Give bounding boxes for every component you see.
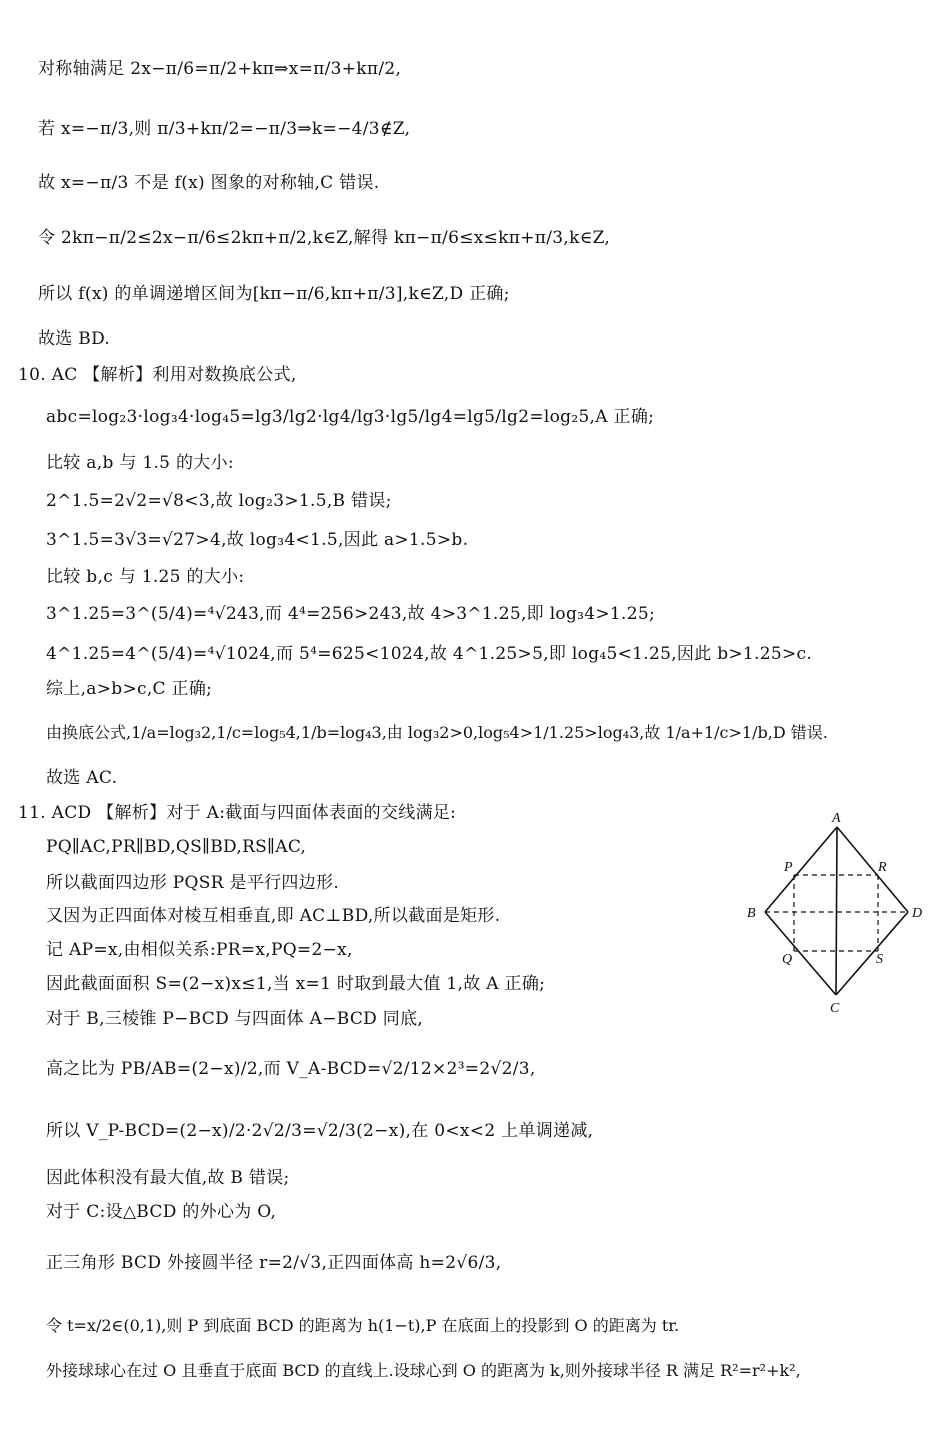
- edge-ac: [836, 827, 837, 995]
- text-line: 故 x=−π/3 不是 f(x) 图象的对称轴,C 错误.: [38, 173, 380, 193]
- text-line: 又因为正四面体对棱互相垂直,即 AC⊥BD,所以截面是矩形.: [46, 906, 501, 926]
- text-line: 正三角形 BCD 外接圆半径 r=2/√3,正四面体高 h=2√6/3,: [46, 1253, 502, 1273]
- text-line: 记 AP=x,由相似关系:PR=x,PQ=2−x,: [46, 940, 353, 960]
- tetrahedron-section-diagram: [740, 805, 940, 1025]
- text-line: 3^1.5=3√3=√27>4,故 log₃4<1.5,因此 a>1.5>b.: [46, 530, 469, 550]
- text-line: abc=log₂3·log₃4·log₄5=lg3/lg2·lg4/lg3·lg5/lg4=lg5/lg2=log₂5,A 正确;: [46, 407, 655, 427]
- text-line: 所以 f(x) 的单调递增区间为[kπ−π/6,kπ+π/3],k∈Z,D 正确;: [38, 284, 510, 304]
- label-c: C: [830, 1001, 840, 1016]
- text-line: 所以截面四边形 PQSR 是平行四边形.: [46, 873, 340, 893]
- text-line: 3^1.25=3^(5/4)=⁴√243,而 4⁴=256>243,故 4>3^1.25,即 log₃4>1.25;: [46, 604, 655, 624]
- text-line: 对于 B,三棱锥 P−BCD 与四面体 A−BCD 同底,: [46, 1009, 424, 1029]
- label-r: R: [878, 860, 887, 875]
- edge-cd: [836, 912, 908, 995]
- label-d: D: [912, 906, 923, 921]
- text-line: 对于 C:设△BCD 的外心为 O,: [46, 1202, 277, 1222]
- text-line: 所以 V_P-BCD=(2−x)/2·2√2/3=√2/3(2−x),在 0<x<2 上单调递减,: [46, 1121, 594, 1141]
- text-line: PQ∥AC,PR∥BD,QS∥BD,RS∥AC,: [46, 837, 307, 857]
- label-b: B: [747, 906, 756, 921]
- text-line: 比较 b,c 与 1.25 的大小:: [46, 567, 245, 587]
- label-q: Q: [782, 952, 793, 967]
- text-line: 2^1.5=2√2=√8<3,故 log₂3>1.5,B 错误;: [46, 491, 392, 511]
- text-line: 令 2kπ−π/2≤2x−π/6≤2kπ+π/2,k∈Z,解得 kπ−π/6≤x≤kπ+π/3,k∈Z,: [38, 228, 611, 248]
- text-line: 故选 BD.: [38, 329, 111, 349]
- label-a: A: [832, 811, 841, 826]
- text-line: 因此截面面积 S=(2−x)x≤1,当 x=1 时取到最大值 1,故 A 正确;: [46, 974, 546, 994]
- text-line: 因此体积没有最大值,故 B 错误;: [46, 1168, 290, 1188]
- label-s: S: [876, 952, 883, 967]
- label-p: P: [784, 860, 793, 875]
- text-line: 比较 a,b 与 1.5 的大小:: [46, 453, 234, 473]
- text-line: 若 x=−π/3,则 π/3+kπ/2=−π/3⇒k=−4/3∉Z,: [38, 119, 411, 139]
- edge-ad: [837, 827, 908, 912]
- text-line: 外接球球心在过 O 且垂直于底面 BCD 的直线上.设球心到 O 的距离为 k,则外接球半径 R 满足 R²=r²+k²,: [46, 1361, 801, 1380]
- text-line: 高之比为 PB/AB=(2−x)/2,而 V_A-BCD=√2/12×2³=2√2/3,: [46, 1059, 536, 1079]
- text-line: 故选 AC.: [46, 768, 118, 788]
- text-line: 由换底公式,1/a=log₃2,1/c=log₅4,1/b=log₄3,由 log₃2>0,log₅4>1/1.25>log₄3,故 1/a+1/c>1/b,D 错误.: [46, 723, 828, 742]
- edge-bc: [765, 912, 836, 995]
- question-11-heading: 11. ACD 【解析】对于 A:截面与四面体表面的交线满足:: [18, 803, 457, 823]
- text-line: 综上,a>b>c,C 正确;: [46, 679, 213, 699]
- text-line: 4^1.25=4^(5/4)=⁴√1024,而 5⁴=625<1024,故 4^1.25>5,即 log₄5<1.25,因此 b>1.25>c.: [46, 644, 813, 664]
- edge-ab: [765, 827, 837, 912]
- text-line: 令 t=x/2∈(0,1),则 P 到底面 BCD 的距离为 h(1−t),P 在底面上的投影到 O 的距离为 tr.: [46, 1316, 680, 1335]
- text-line: 对称轴满足 2x−π/6=π/2+kπ⇒x=π/3+kπ/2,: [38, 59, 402, 79]
- question-10-heading: 10. AC 【解析】利用对数换底公式,: [18, 365, 297, 385]
